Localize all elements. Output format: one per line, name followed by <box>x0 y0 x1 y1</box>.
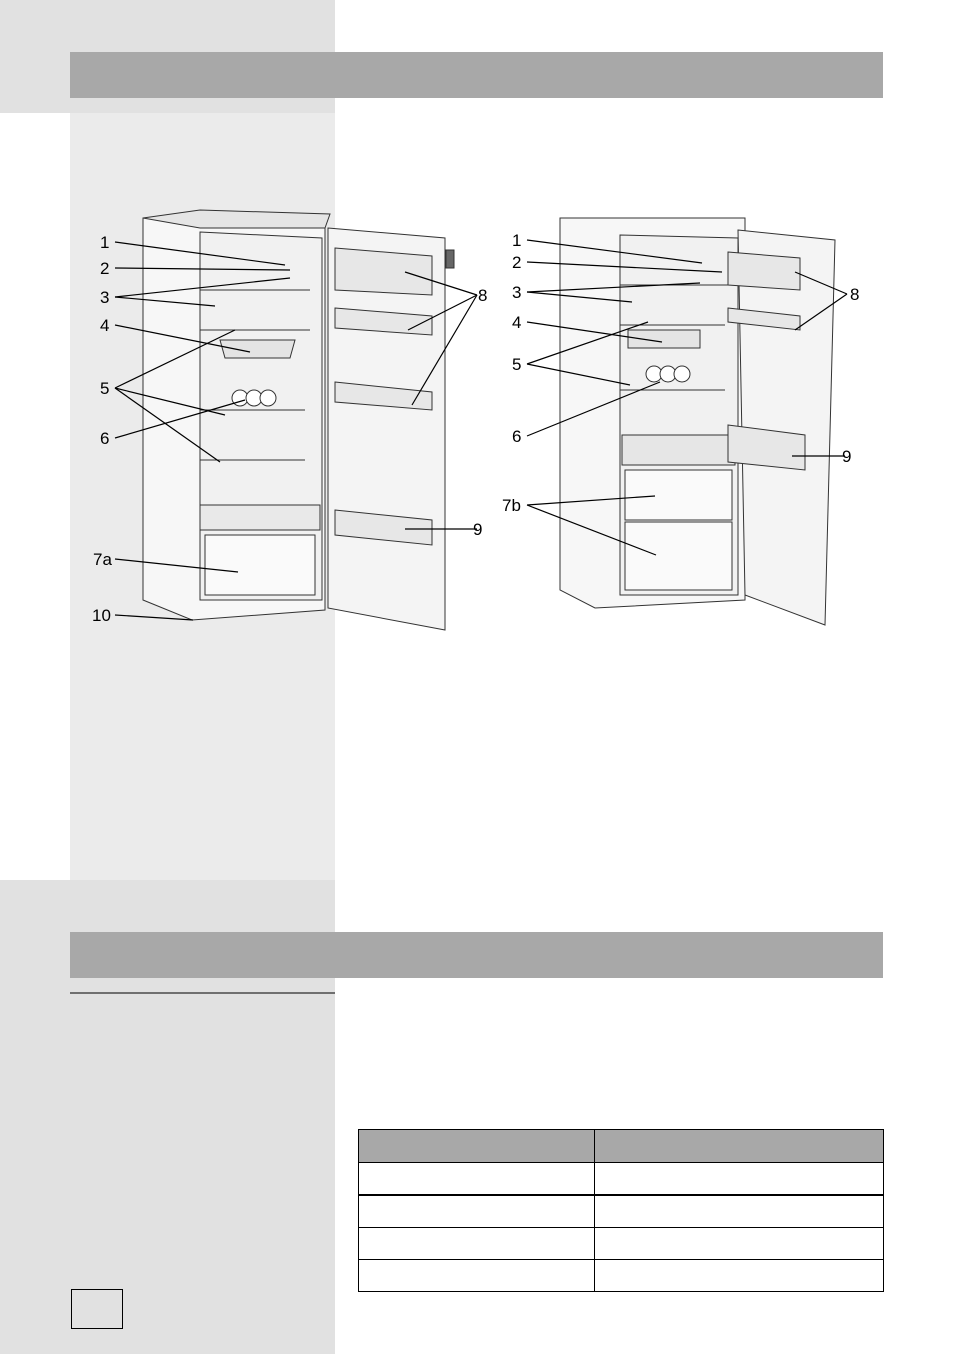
table-cell <box>359 1163 595 1196</box>
callout-left-4: 4 <box>100 316 110 335</box>
callout-right-1: 1 <box>512 231 522 250</box>
table-header-cell <box>595 1130 884 1163</box>
callout-left-3: 3 <box>100 288 110 307</box>
table-cell <box>359 1228 595 1260</box>
callout-right-8: 8 <box>850 285 860 304</box>
callout-left-1: 1 <box>100 233 110 252</box>
callout-left-8: 8 <box>478 286 488 305</box>
table-row <box>359 1228 884 1260</box>
table-header-row <box>359 1130 884 1163</box>
section-header-bar-2 <box>70 932 883 978</box>
table-cell <box>359 1260 595 1292</box>
table-cell <box>595 1163 884 1196</box>
callout-left-6: 6 <box>100 429 110 448</box>
sidebar-divider <box>70 992 335 994</box>
callout-right-5: 5 <box>512 355 522 374</box>
spec-table <box>358 1129 884 1292</box>
table-header-cell <box>359 1130 595 1163</box>
table-cell <box>595 1228 884 1260</box>
table-row <box>359 1260 884 1292</box>
callout-right-6: 6 <box>512 427 522 446</box>
callout-right-9: 9 <box>842 447 852 466</box>
table-cell <box>359 1195 595 1228</box>
table-row <box>359 1163 884 1196</box>
callout-left-10: 10 <box>92 606 111 625</box>
callout-left-9: 9 <box>473 520 483 539</box>
table-cell <box>595 1195 884 1228</box>
callout-right-2: 2 <box>512 253 522 272</box>
table-cell <box>595 1260 884 1292</box>
callout-left-7a: 7a <box>93 550 112 569</box>
callout-right-4: 4 <box>512 313 522 332</box>
callout-right-3: 3 <box>512 283 522 302</box>
callout-left-5: 5 <box>100 379 110 398</box>
fridge-right-illustration <box>560 218 835 625</box>
page-number-box <box>71 1289 123 1329</box>
callout-left-2: 2 <box>100 259 110 278</box>
table-row <box>359 1195 884 1228</box>
callout-right-7b: 7b <box>502 496 521 515</box>
